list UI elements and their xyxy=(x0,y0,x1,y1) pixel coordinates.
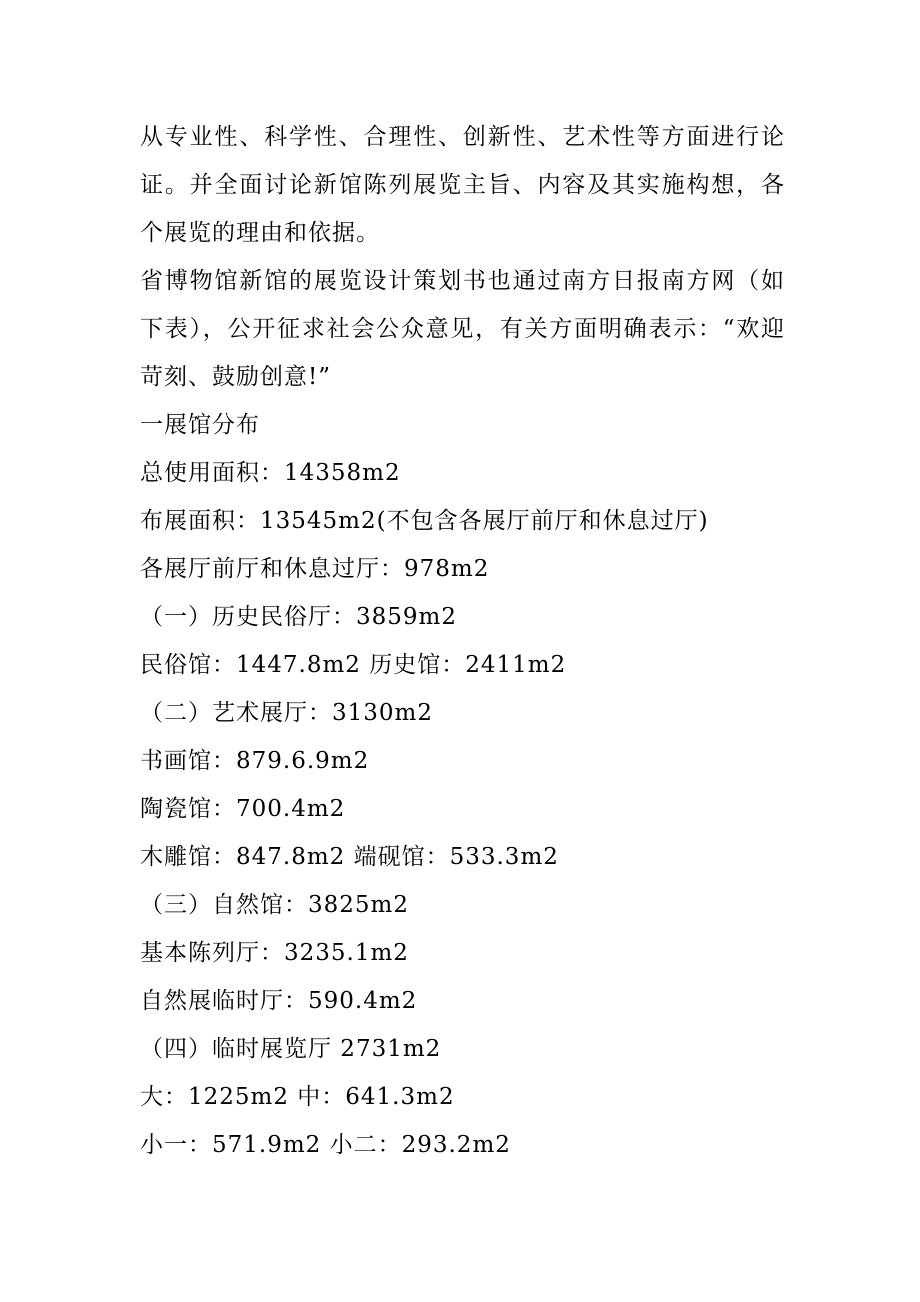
paragraph-exhibition-plan: 省博物馆新馆的展览设计策划书也通过南方日报南方网（如下表），公开征求社会公众意见，有关方面明确表示：“欢迎苛刻、鼓励创意!” xyxy=(140,268,785,390)
small-halls-line: 小一：571.9m2 小二：293.2m2 xyxy=(140,1132,511,1158)
paragraph-argumentation: 从专业性、科学性、合理性、创新性、艺术性等方面进行论证。并全面讨论新馆陈列展览主旨、内容及其实施构想，各个展览的理由和依据。 xyxy=(140,124,785,246)
temporary-hall-heading: （四）临时展览厅 2731m2 xyxy=(140,1036,442,1062)
art-hall-heading: （二）艺术展厅：3130m2 xyxy=(140,700,433,726)
ceramics-hall-line: 陶瓷馆：700.4m2 xyxy=(140,796,346,822)
nature-temporary-line: 自然展临时厅：590.4m2 xyxy=(140,988,418,1014)
basic-exhibit-line: 基本陈列厅：3235.1m2 xyxy=(140,940,409,966)
painting-hall-line: 书画馆：879.6.9m2 xyxy=(140,748,370,774)
exhibition-area-line: 布展面积：13545m2(不包含各展厅前厅和休息过厅) xyxy=(140,508,709,534)
total-area-line: 总使用面积：14358m2 xyxy=(140,460,401,486)
woodcarving-inkstone-line: 木雕馆：847.8m2 端砚馆：533.3m2 xyxy=(140,844,559,870)
section-heading-hall-distribution: 一展馆分布 xyxy=(140,412,260,438)
folk-history-area-line: 民俗馆：1447.8m2 历史馆：2411m2 xyxy=(140,652,567,678)
nature-hall-heading: （三）自然馆：3825m2 xyxy=(140,892,409,918)
history-folk-hall-heading: （一）历史民俗厅：3859m2 xyxy=(140,604,457,630)
large-medium-line: 大：1225m2 中：641.3m2 xyxy=(140,1084,455,1110)
lobby-area-line: 各展厅前厅和休息过厅：978m2 xyxy=(140,556,490,582)
